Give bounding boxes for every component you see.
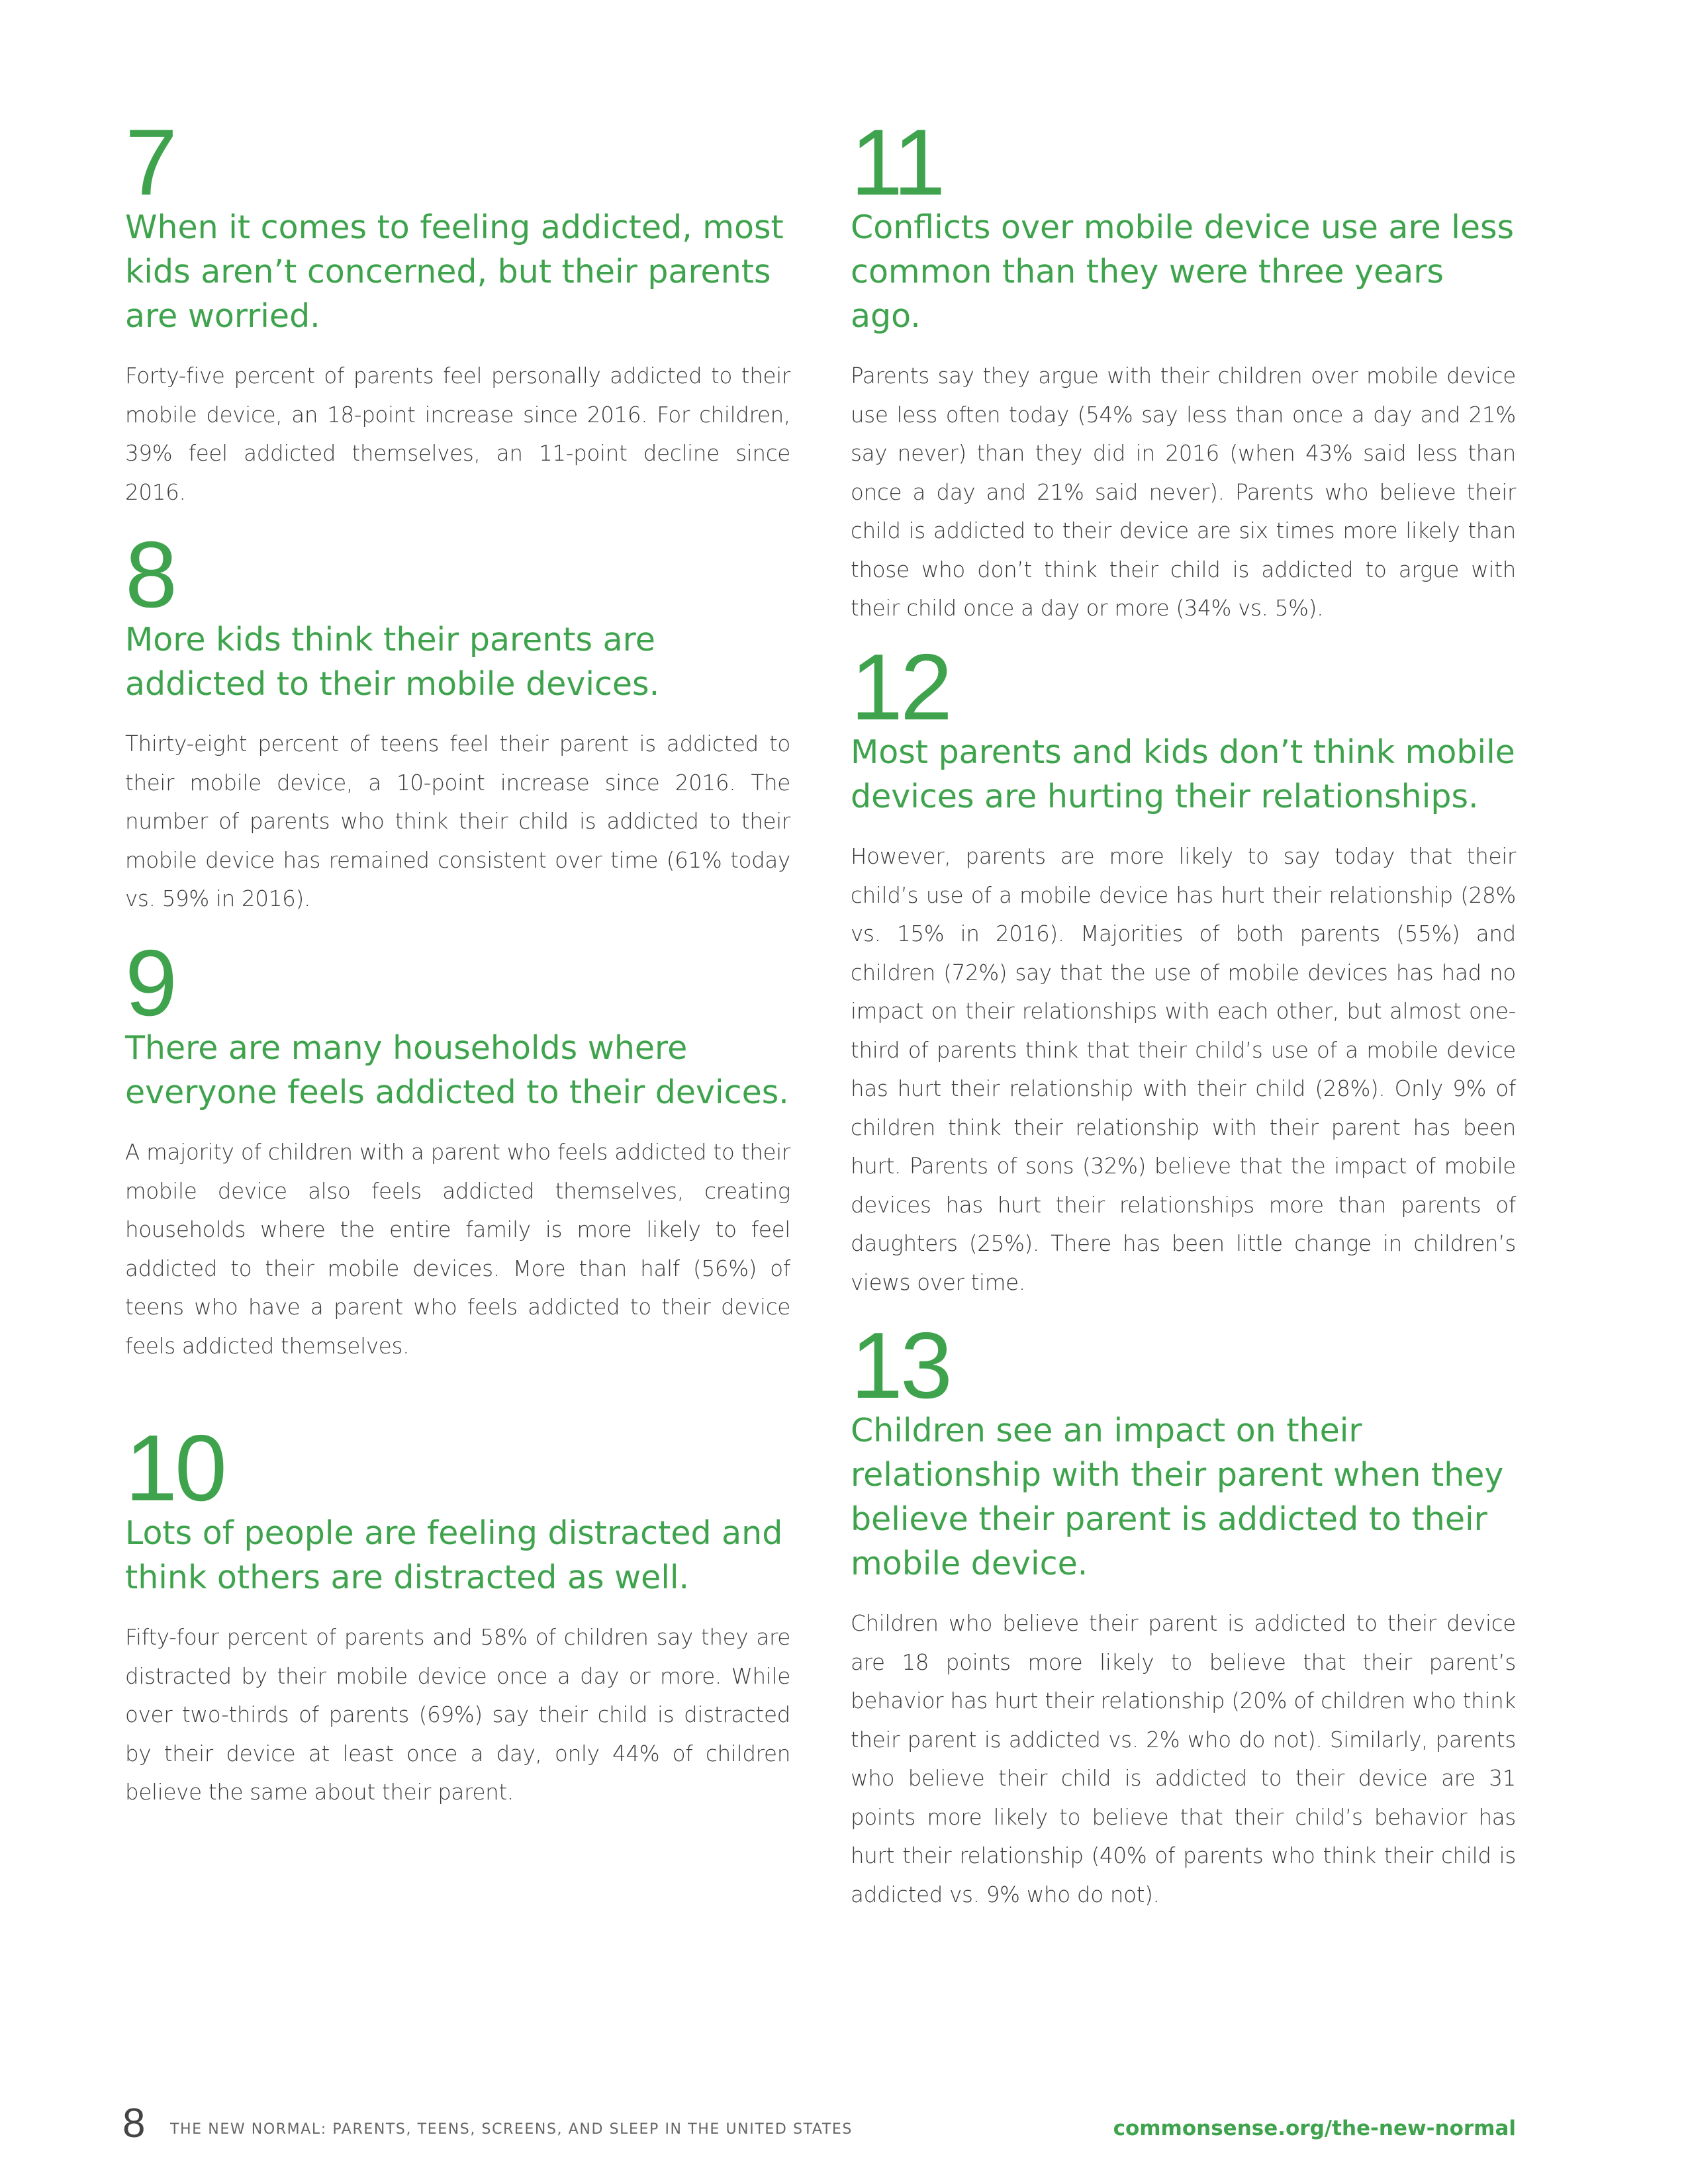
site-url-link[interactable]: commonsense.org/the-new-normal xyxy=(1113,2116,1516,2140)
finding-heading: When it comes to feeling addicted, most kids aren’t concerned, but their parents are worried. xyxy=(125,208,784,335)
running-title: THE NEW NORMAL: PARENTS, TEENS, SCREENS, AND SLEEP IN THE UNITED STATES xyxy=(170,2121,853,2138)
finding-13 xyxy=(851,1313,1516,1914)
finding-number: 8 xyxy=(125,522,175,627)
finding-12 xyxy=(851,635,1516,1302)
finding-heading: There are many households where everyone feels addicted to their devices. xyxy=(125,1029,789,1111)
finding-11 xyxy=(851,110,1516,628)
finding-number: 7 xyxy=(125,110,175,215)
finding-body: A majority of children with a parent who feels addicted to their mobile device also feels addicted themselves, creating households where the entire family is more likely to feel addicted to their mobile devices. More than half (56%) of teens who have a parent who feels addicted to their device feels addicted themselves. xyxy=(125,1140,790,1359)
finding-body: Thirty-eight percent of teens feel their parent is addicted to their mobile device, a 10-point increase since 2016. The number of parents who think their child is addicted to their mobile device has remained consistent over time (61% today vs. 59% in 2016). xyxy=(125,731,790,911)
finding-number: 12 xyxy=(851,635,950,740)
finding-body: Children who believe their parent is addicted to their device are 18 points more likely to believe that their parent’s behavior has hurt their relationship (20% of children who think their parent is addicted vs. 2% who do not). Similarly, parents who believe their child is addicted to their device are 31 points more likely to believe that their child’s behavior has hurt their relationship (40% of parents who think their child is addicted vs. 9% who do not). xyxy=(851,1611,1516,1907)
finding-body: Fifty-four percent of parents and 58% of children say they are distracted by their mobile device once a day or more. While over two-thirds of parents (69%) say their child is distracted by their device at least once a day, only 44% of children believe the same about their parent. xyxy=(125,1625,790,1805)
finding-body: However, parents are more likely to say today that their child’s use of a mobile device has hurt their relationship (28% vs. 15% in 2016). Majorities of both parents (55%) and children (72%) say that the use of mobile devices has had no impact on their relationships with each other, but almost one-third of parents think that their child’s use of a mobile device has hurt their relationship with their child (28%). Only 9% of children think their relationship with their parent has been hurt. Parents of sons (32%) believe that the impact of mobile devices has hurt their relationships more than parents of daughters (25%). There has been little change in children’s views over time. xyxy=(851,844,1516,1295)
finding-heading: More kids think their parents are addicted to their mobile devices. xyxy=(125,621,660,703)
finding-body: Forty-five percent of parents feel personally addicted to their mobile device, an 18-point increase since 2016. For children, 39% feel addicted themselves, an 11-point decline since 2016. xyxy=(125,363,790,505)
finding-10 xyxy=(125,1416,790,1812)
finding-8 xyxy=(125,522,790,919)
finding-number: 13 xyxy=(851,1313,950,1418)
finding-heading: Conflicts over mobile device use are less common than they were three years ago. xyxy=(851,208,1515,335)
finding-body: Parents say they argue with their children over mobile device use less often today (54% say less than once a day and 21% say never) than they did in 2016 (when 43% said less than once a day and 21% said never). Parents who believe their child is addicted to their device are six times more likely than those who don’t think their child is addicted to argue with their child once a day or more (34% vs. 5%). xyxy=(851,363,1516,621)
finding-heading: Most parents and kids don’t think mobile devices are hurting their relationships. xyxy=(851,733,1515,815)
finding-number: 11 xyxy=(851,110,943,215)
finding-heading: Lots of people are feeling distracted and think others are distracted as well. xyxy=(125,1514,783,1596)
finding-number: 10 xyxy=(125,1416,224,1521)
page-footer xyxy=(122,2101,1516,2146)
finding-9 xyxy=(125,931,790,1365)
finding-number: 9 xyxy=(125,931,175,1036)
finding-7 xyxy=(125,110,790,512)
page-number: 8 xyxy=(122,2101,146,2146)
finding-heading: Children see an impact on their relationship with their parent when they believe their parent is addicted to their mobile device. xyxy=(851,1412,1504,1582)
